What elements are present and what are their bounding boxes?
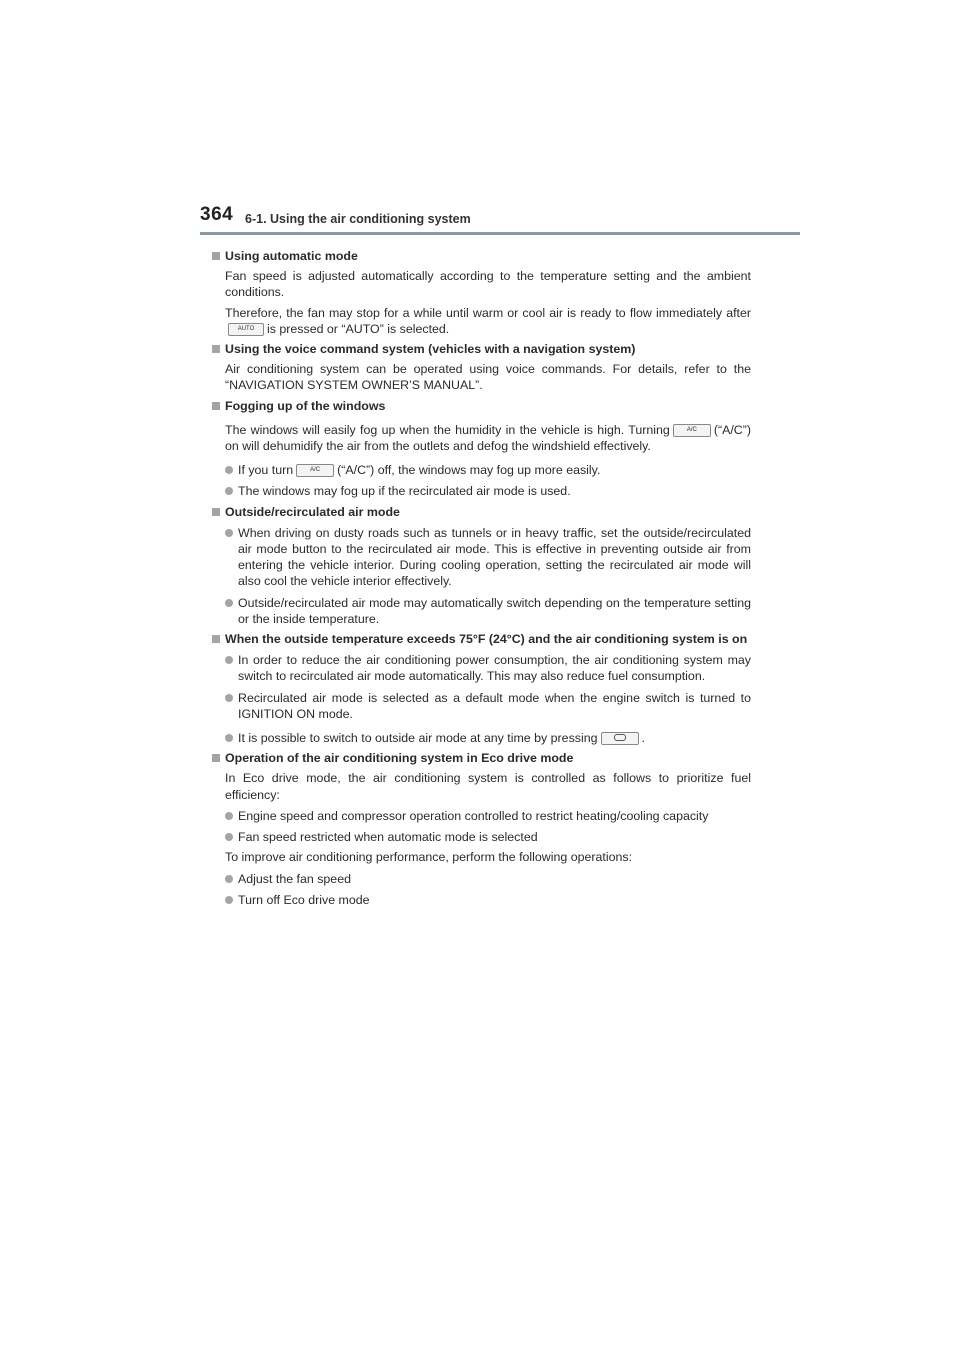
bullet-item: Adjust the fan speed [211, 871, 751, 887]
bullet-item: It is possible to switch to outside air mode at any time by pressing . [211, 730, 751, 746]
heading-fogging: Fogging up of the windows [211, 398, 751, 414]
round-bullet-icon [225, 599, 233, 607]
bullet-item: In order to reduce the air conditioning power consumption, the air conditioning system may switch to recirculated air mode automatically. This may also reduce fuel consumption. [211, 652, 751, 684]
bullet-item: Engine speed and compressor operation controlled to restrict heating/cooling capacity [211, 808, 751, 824]
paragraph: Therefore, the fan may stop for a while until warm or cool air is ready to flow immediately afterAUTO is pressed or “AUTO” is selected. [225, 305, 751, 336]
fresh-air-button-icon [601, 732, 639, 745]
round-bullet-icon [225, 529, 233, 537]
ac-button-icon: A/C [673, 424, 711, 437]
round-bullet-icon [225, 812, 233, 820]
round-bullet-icon [225, 656, 233, 664]
square-bullet-icon [212, 754, 220, 762]
bullet-item: When driving on dusty roads such as tunnels or in heavy traffic, set the outside/recirculated air mode button to the recirculated air mode. This is effective in preventing outside air from entering the vehicle interior. During cooling operation, setting the recirculated air mode will also cool the vehicle interior effectively. [211, 525, 751, 590]
heading-recirculated: Outside/recirculated air mode [211, 504, 751, 520]
heading-voice-command: Using the voice command system (vehicles with a navigation system) [211, 341, 751, 357]
fresh-air-icon [614, 734, 626, 741]
round-bullet-icon [225, 487, 233, 495]
square-bullet-icon [212, 252, 220, 260]
page-number: 364 [200, 204, 234, 225]
heading-outside-temperature: When the outside temperature exceeds 75°F (24°C) and the air conditioning system is on [211, 631, 751, 647]
square-bullet-icon [212, 508, 220, 516]
round-bullet-icon [225, 734, 233, 742]
heading-automatic-mode: Using automatic mode [211, 248, 751, 264]
round-bullet-icon [225, 466, 233, 474]
paragraph: In Eco drive mode, the air conditioning system is controlled as follows to prioritize fuel efficiency: [225, 771, 751, 802]
ac-button-icon: A/C [296, 464, 334, 477]
auto-button-icon: AUTO [228, 323, 264, 336]
round-bullet-icon [225, 833, 233, 841]
round-bullet-icon [225, 694, 233, 702]
bullet-item: The windows may fog up if the recirculated air mode is used. [211, 483, 751, 499]
paragraph: The windows will easily fog up when the humidity in the vehicle is high. Turning A/C (“A/C”) on will dehumidify the air from the outlets and defog the windshield effectively. [225, 422, 751, 454]
round-bullet-icon [225, 896, 233, 904]
paragraph: Fan speed is adjusted automatically according to the temperature setting and the ambient conditions. [225, 269, 751, 300]
round-bullet-icon [225, 875, 233, 883]
heading-eco-drive: Operation of the air conditioning system in Eco drive mode [211, 750, 751, 766]
page-header [200, 204, 800, 234]
square-bullet-icon [212, 635, 220, 643]
bullet-item: Turn off Eco drive mode [211, 892, 751, 908]
bullet-item: Fan speed restricted when automatic mode is selected [211, 829, 751, 845]
bullet-item: If you turn A/C (“A/C”) off, the windows may fog up more easily. [211, 462, 751, 478]
square-bullet-icon [212, 402, 220, 410]
paragraph: To improve air conditioning performance, perform the following operations: [225, 850, 633, 865]
paragraph: Air conditioning system can be operated using voice commands. For details, refer to the “NAVIGATION SYSTEM OWNER’S MANUAL”. [225, 362, 751, 393]
header-rule [200, 232, 800, 235]
bullet-item: Outside/recirculated air mode may automatically switch depending on the temperature setting or the inside temperature. [211, 595, 751, 627]
page-content [211, 244, 751, 908]
square-bullet-icon [212, 345, 220, 353]
section-title: 6-1. Using the air conditioning system [245, 212, 471, 226]
bullet-item: Recirculated air mode is selected as a default mode when the engine switch is turned to IGNITION ON mode. [211, 690, 751, 722]
